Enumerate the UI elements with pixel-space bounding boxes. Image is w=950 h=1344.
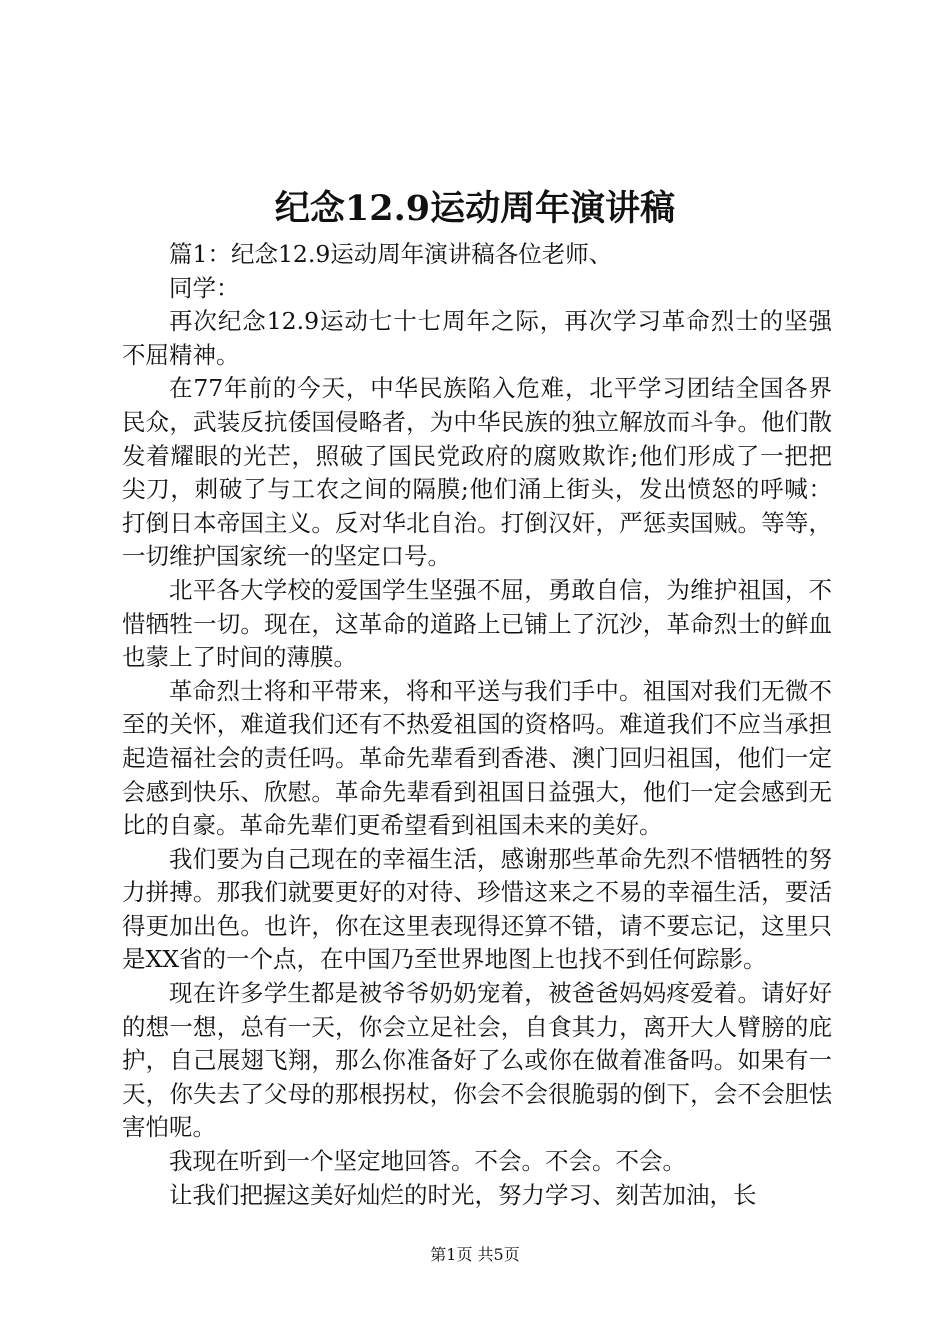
paragraph-1: 篇1：纪念12.9运动周年演讲稿各位老师、: [169, 240, 613, 268]
document-title: 纪念12.9运动周年演讲稿: [274, 188, 676, 229]
paragraph-7: 我们要为自己现在的幸福生活，感谢那些革命先烈不惜牺牲的努力拼搏。那我们就要更好的对待、珍惜这来之不易的幸福生活，要活得更加出色。也许，你在这里表现得还算不错，请不要忘记，这里只是XX省的一个点，在中国乃至世界地图上也找不到任何踪影。: [122, 844, 832, 974]
paragraph-6: 革命烈士将和平带来，将和平送与我们手中。祖国对我们无微不至的关怀，难道我们还有不热爱祖国的资格吗。难道我们不应当承担起造福社会的责任吗。革命先辈看到香港、澳门回归祖国，他们一定会感到快乐、欣慰。革命先辈看到祖国日益强大，他们一定会感到无比的自豪。革命先辈们更希望看到祖国未来的美好。: [122, 676, 832, 840]
paragraph-3: 再次纪念12.9运动七十七周年之际，再次学习革命烈士的坚强不屈精神。: [122, 307, 832, 369]
document-body: [122, 238, 832, 1212]
paragraph-8: 现在许多学生都是被爷爷奶奶宠着，被爸爸妈妈疼爱着。请好好的想一想，总有一天，你会立足社会，自食其力，离开大人臂膀的庇护，自己展翅飞翔，那么你准备好了么或你在做着准备吗。如果有一天，你失去了父母的那根拐杖，你会不会很脆弱的倒下，会不会胆怯害怕呢。: [122, 979, 832, 1142]
paragraph-9: 我现在听到一个坚定地回答。不会。不会。不会。: [169, 1147, 686, 1176]
paragraph-5: 北平各大学校的爱国学生坚强不屈，勇敢自信，为维护祖国，不惜牺牲一切。现在，这革命的道路上已铺上了沉沙，革命烈士的鲜血也蒙上了时间的薄膜。: [122, 575, 832, 672]
paragraph-10: 让我们把握这美好灿烂的时光，努力学习、刻苦加油，长: [169, 1180, 757, 1209]
paragraph-4: 在77年前的今天，中华民族陷入危难，北平学习团结全国各界民众，武装反抗倭国侵略者，为中华民族的独立解放而斗争。他们散发着耀眼的光芒，照破了国民党政府的腐败欺诈;他们形成了一把把尖刀，刺破了与工农之间的隔膜;他们涌上街头，发出愤怒的呼喊：打倒日本帝国主义。反对华北自治。打倒汉奸，严惩卖国贼。等等，一切维护国家统一的坚定口号。: [122, 374, 832, 571]
paragraph-2: 同学：: [169, 273, 240, 302]
page-footer: 第1页 共5页: [430, 1245, 520, 1264]
